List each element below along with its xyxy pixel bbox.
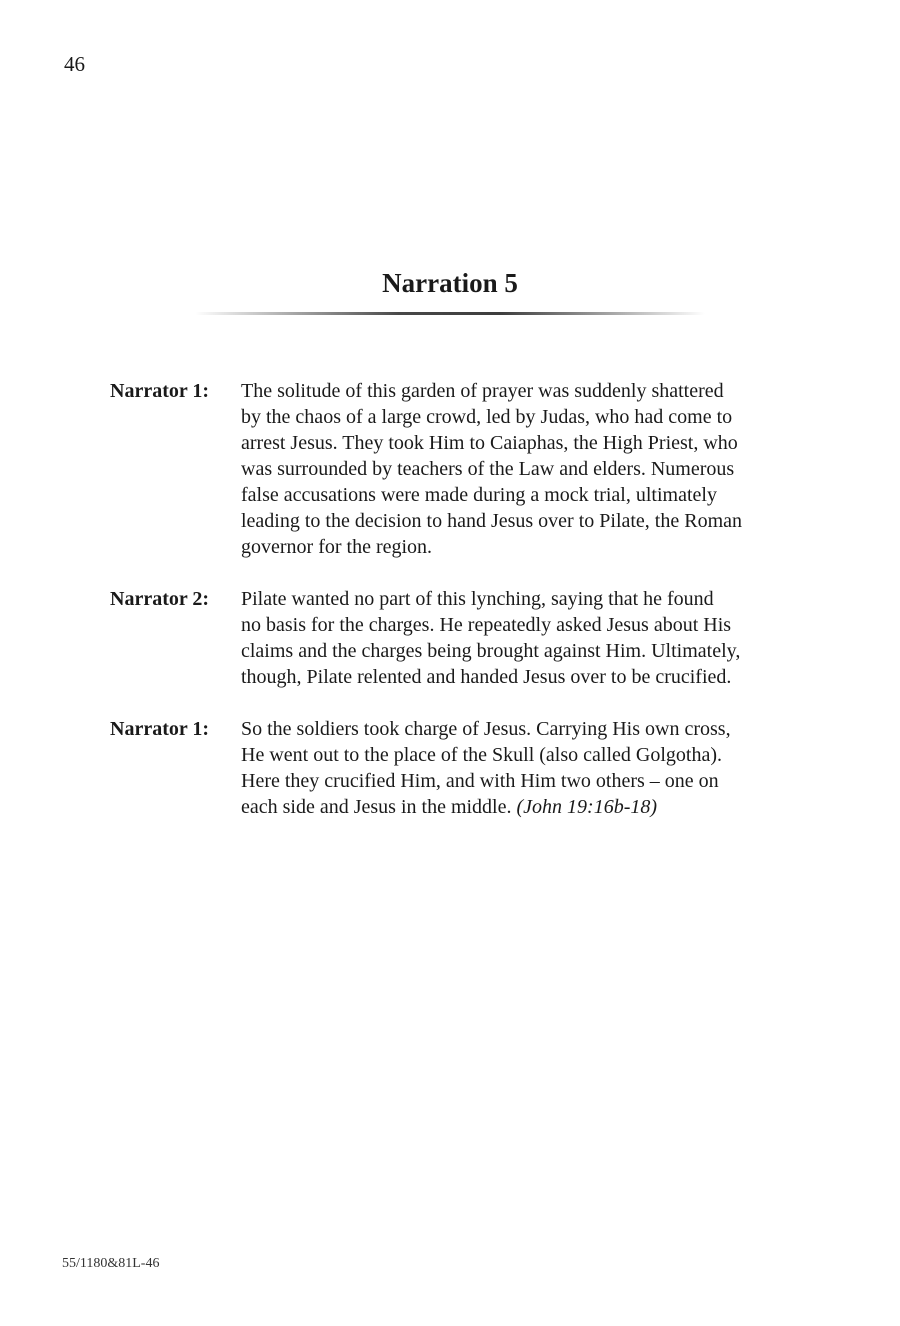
speech-text [241, 378, 800, 560]
speech-line: by the chaos of a large crowd, led by Judas, who had come to [241, 406, 733, 428]
speech-line [241, 794, 800, 820]
speech-line: He went out to the place of the Skull (also called Golgotha). [241, 744, 722, 766]
page-number: 46 [64, 52, 85, 76]
speech-text [241, 586, 800, 690]
speech-line: governor for the region. [241, 536, 433, 558]
scripture-citation: (John 19:16b-18) [516, 796, 658, 818]
speaker-label: Narrator 1: [110, 718, 210, 740]
footer-code: 55/1180&81L-46 [62, 1256, 160, 1271]
speech-line: Pilate wanted no part of this lynching, saying that he found [241, 588, 714, 610]
speech-line: no basis for the charges. He repeatedly asked Jesus about His [241, 614, 732, 636]
speech-line: leading to the decision to hand Jesus over to Pilate, the Roman [241, 510, 743, 532]
narration-script [110, 378, 800, 846]
speaker-label: Narrator 2: [110, 588, 210, 610]
speech-line: So the soldiers took charge of Jesus. Carrying His own cross, [241, 718, 731, 740]
speech-line-text: each side and Jesus in the middle. [241, 796, 512, 818]
speech-line: though, Pilate relented and handed Jesus over to be crucified. [241, 666, 732, 688]
speech-line: arrest Jesus. They took Him to Caiaphas, the High Priest, who [241, 432, 738, 454]
section-title: Narration 5 [382, 268, 518, 298]
narration-entry-2 [110, 586, 800, 690]
speech-line: was surrounded by teachers of the Law and elders. Numerous [241, 458, 735, 480]
narration-entry-1 [110, 378, 800, 560]
speech-line: claims and the charges being brought against Him. Ultimately, [241, 640, 741, 662]
speech-line: The solitude of this garden of prayer was suddenly shattered [241, 380, 724, 402]
speech-line: Here they crucified Him, and with Him two others – one on [241, 770, 719, 792]
title-divider [195, 312, 705, 315]
speech-line: false accusations were made during a mock trial, ultimately [241, 484, 717, 506]
narration-entry-3 [110, 716, 800, 820]
speaker-label: Narrator 1: [110, 380, 210, 402]
speech-text [241, 716, 800, 820]
